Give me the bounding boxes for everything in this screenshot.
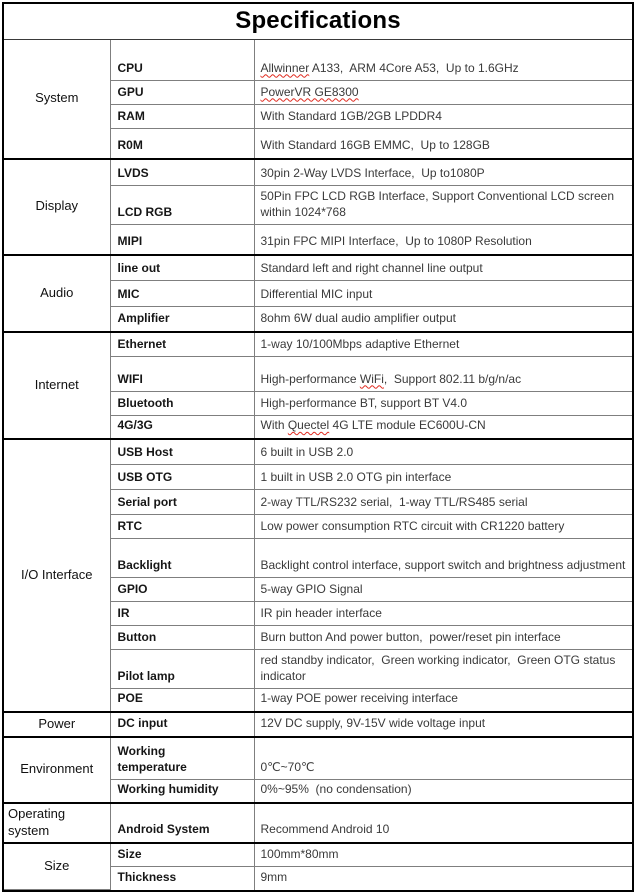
spec-value: 0%~95% (no condensation): [254, 780, 632, 803]
spec-label: RTC: [110, 515, 254, 539]
spec-value: With Standard 1GB/2GB LPDDR4: [254, 105, 632, 129]
category-internet: Internet: [4, 332, 110, 439]
spec-value: Allwinner A133, ARM 4Core A53, Up to 1.6GHz: [254, 40, 632, 81]
spec-label: IR: [110, 602, 254, 626]
table-row: [4, 712, 632, 737]
spec-label: USB OTG: [110, 465, 254, 490]
category-display: Display: [4, 159, 110, 255]
spec-value: Low power consumption RTC circuit with CR1220 battery: [254, 515, 632, 539]
spellcheck-marked-text: PowerVR GE8300: [260, 84, 359, 99]
spec-label: DC input: [110, 712, 254, 737]
table-row: [4, 803, 632, 843]
spec-value: [254, 81, 632, 105]
category-system: System: [4, 40, 110, 159]
spec-label: Ethernet: [110, 332, 254, 357]
spec-value: 1 built in USB 2.0 OTG pin interface: [254, 465, 632, 490]
category-io-interface: I/O Interface: [4, 439, 110, 712]
category-audio: Audio: [4, 255, 110, 332]
spec-label: CPU: [110, 40, 254, 81]
spec-value: Differential MIC input: [254, 281, 632, 307]
spec-label: WIFI: [110, 357, 254, 392]
spec-value: 2-way TTL/RS232 serial, 1-way TTL/RS485 serial: [254, 490, 632, 515]
spec-value: Standard left and right channel line output: [254, 255, 632, 281]
spec-value: 30pin 2-Way LVDS Interface, Up to1080P: [254, 159, 632, 186]
spec-label: Size: [110, 843, 254, 867]
spec-value: 1-way 10/100Mbps adaptive Ethernet: [254, 332, 632, 357]
spec-value: 31pin FPC MIPI Interface, Up to 1080P Resolution: [254, 225, 632, 255]
spec-label: Serial port: [110, 490, 254, 515]
spec-value: 6 built in USB 2.0: [254, 439, 632, 465]
spec-value: 0℃~70℃: [254, 737, 632, 780]
spec-value: 5-way GPIO Signal: [254, 578, 632, 602]
table-row: [4, 439, 632, 465]
specifications-sheet: [2, 2, 634, 892]
spec-value: 100mm*80mm: [254, 843, 632, 867]
spec-label: POE: [110, 689, 254, 712]
spec-label: Backlight: [110, 539, 254, 578]
spec-label: LVDS: [110, 159, 254, 186]
spec-value: IR pin header interface: [254, 602, 632, 626]
spec-label: R0M: [110, 129, 254, 159]
page-title: Specifications: [4, 4, 632, 40]
spec-value: 1-way POE power receiving interface: [254, 689, 632, 712]
spec-label: MIPI: [110, 225, 254, 255]
category-operating-system: Operating system: [4, 803, 110, 843]
spec-value: Burn button And power button, power/reset pin interface: [254, 626, 632, 650]
spec-label: LCD RGB: [110, 186, 254, 225]
spec-value: Recommend Android 10: [254, 803, 632, 843]
table-row: [4, 843, 632, 867]
spellcheck-marked-text: Allwinner: [260, 60, 310, 75]
spec-label: USB Host: [110, 439, 254, 465]
spellcheck-marked-text: WiFi: [359, 371, 384, 386]
spec-value: 9mm: [254, 867, 632, 890]
spec-value: 12V DC supply, 9V-15V wide voltage input: [254, 712, 632, 737]
category-size: Size: [4, 843, 110, 890]
spec-label: Working humidity: [110, 780, 254, 803]
table-row: [4, 737, 632, 780]
spec-value: 50Pin FPC LCD RGB Interface, Support Conventional LCD screen within 1024*768: [254, 186, 632, 225]
specifications-table: [4, 40, 632, 891]
table-row: [4, 40, 632, 81]
spec-label: Amplifier: [110, 307, 254, 332]
spec-label: GPIO: [110, 578, 254, 602]
table-row: [4, 332, 632, 357]
spec-label: 4G/3G: [110, 416, 254, 439]
spec-value: High-performance WiFi, Support 802.11 b/g/n/ac: [254, 357, 632, 392]
spec-label: Button: [110, 626, 254, 650]
table-row: [4, 159, 632, 186]
spec-value: With Quectel 4G LTE module EC600U-CN: [254, 416, 632, 439]
spec-label: MIC: [110, 281, 254, 307]
spec-label: Working temperature: [110, 737, 254, 780]
spec-label: line out: [110, 255, 254, 281]
spec-label: RAM: [110, 105, 254, 129]
spec-value: With Standard 16GB EMMC, Up to 128GB: [254, 129, 632, 159]
spec-label: Thickness: [110, 867, 254, 890]
spec-value: 8ohm 6W dual audio amplifier output: [254, 307, 632, 332]
spec-value: Backlight control interface, support switch and brightness adjustment: [254, 539, 632, 578]
spec-label: Pilot lamp: [110, 650, 254, 689]
table-row: [4, 255, 632, 281]
spec-value: High-performance BT, support BT V4.0: [254, 392, 632, 416]
spec-label: Android System: [110, 803, 254, 843]
spec-value: red standby indicator, Green working indicator, Green OTG status indicator: [254, 650, 632, 689]
spellcheck-marked-text: Quectel: [287, 418, 330, 433]
spec-label: Bluetooth: [110, 392, 254, 416]
category-power: Power: [4, 712, 110, 737]
category-environment: Environment: [4, 737, 110, 803]
spec-label: GPU: [110, 81, 254, 105]
